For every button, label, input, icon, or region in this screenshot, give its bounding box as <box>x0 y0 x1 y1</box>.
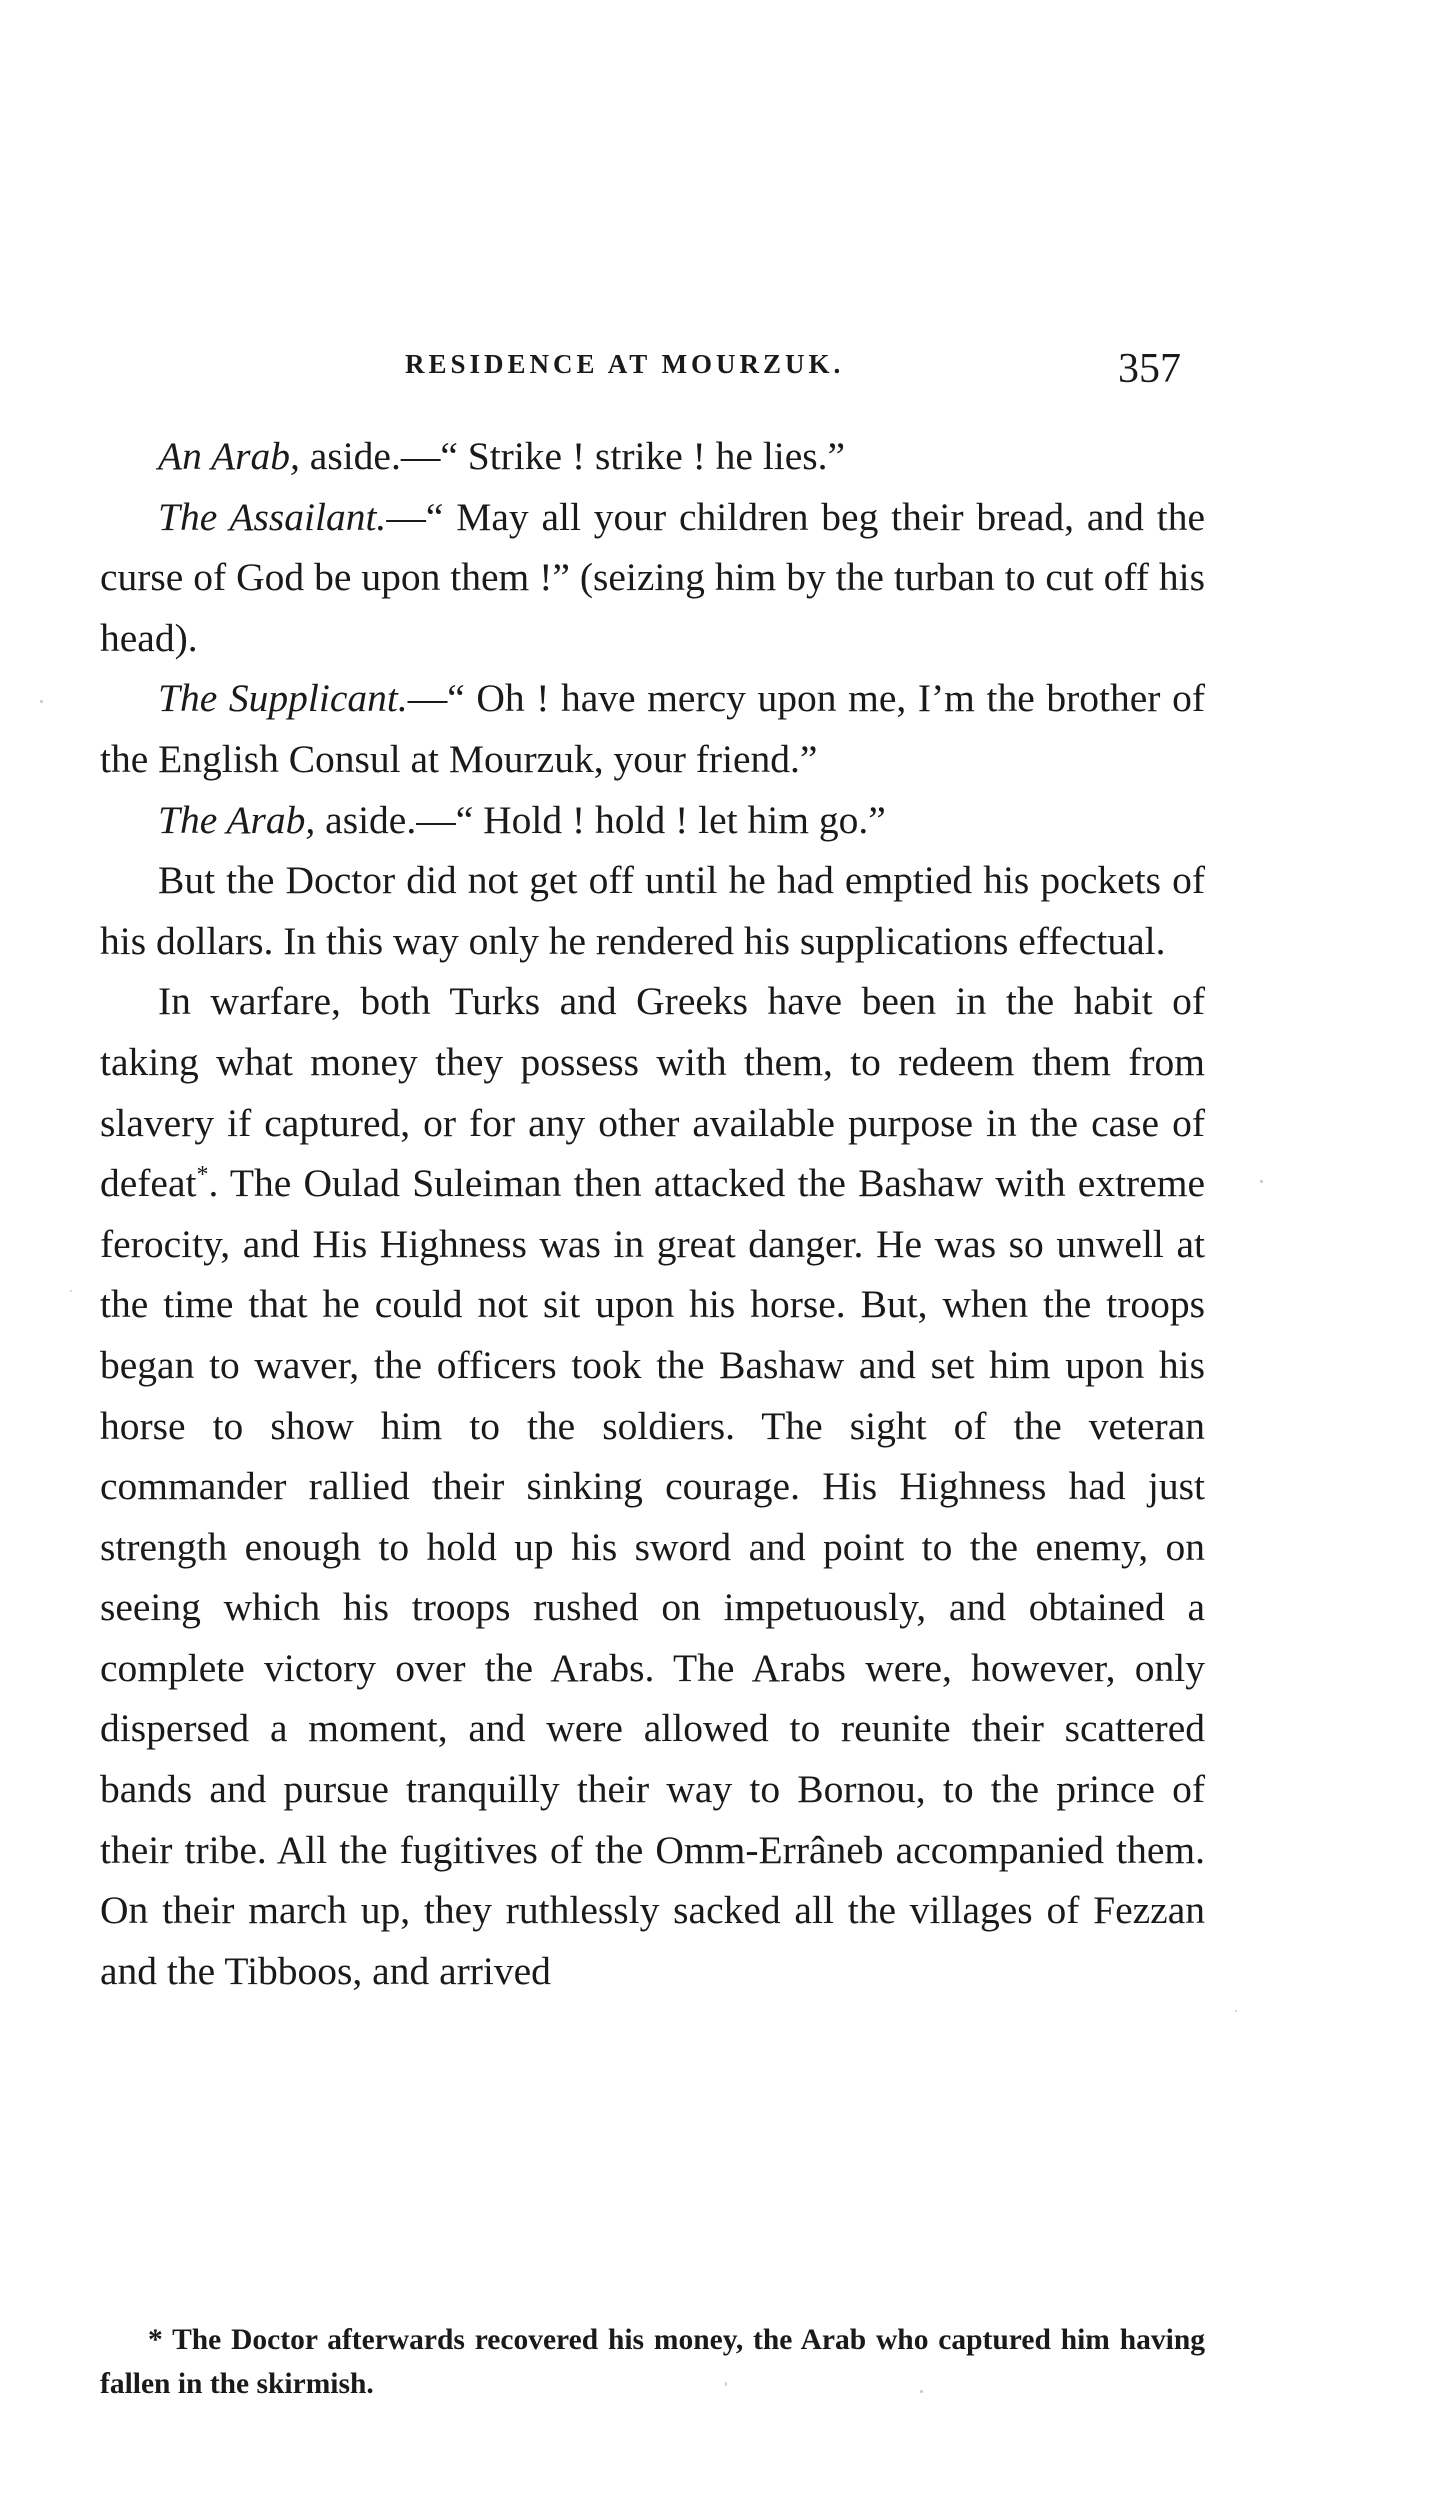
paragraph <box>100 426 1205 487</box>
running-title: RESIDENCE AT MOURZUK. <box>405 349 845 379</box>
paper-speck <box>70 1290 72 1292</box>
paragraph-text: But the Doctor did not get off until he had emptied his pockets of his dollars. In this way only he rendered his supplications effectual. <box>100 858 1205 963</box>
footnote-mark: * <box>148 2324 163 2356</box>
paragraph <box>100 850 1205 971</box>
footnote-body: The Doctor afterwards recovered his money, the Arab who captured him having fallen in the skirmish. <box>100 2324 1205 2400</box>
paragraph-text: —“ May all your children beg their bread, and the curse of God be upon them !” (seizing him by the turban to cut off his head). <box>100 494 1205 660</box>
paragraph-text: aside.—“ Hold ! hold ! let him go.” <box>315 797 886 842</box>
paragraph <box>100 487 1205 669</box>
paragraph-text: —“ Oh ! have mercy upon me, I’m the brother of the English Consul at Mourzuk, your friend.” <box>100 676 1205 781</box>
paragraph <box>100 668 1205 789</box>
running-head <box>0 345 1450 395</box>
paper-speck <box>40 700 43 703</box>
footnote-reference[interactable]: * <box>196 1161 209 1188</box>
paragraph-text: In warfare, both Turks and Greeks have been in the habit of taking what money they possess with them, to redeem them from slavery if captured, or for any other available purpose in the case of defeat <box>100 979 1205 1206</box>
paper-speck <box>920 2390 923 2393</box>
footnote <box>100 2318 1205 2406</box>
page-number: 357 <box>1118 346 1181 392</box>
paragraph <box>100 790 1205 851</box>
paragraph-text: aside.—“ Strike ! strike ! he lies.” <box>299 434 846 478</box>
paper-speck <box>1235 2010 1237 2012</box>
speaker-label: The Arab, <box>158 797 316 842</box>
paragraph-text: . The Oulad Suleiman then attacked the Bashaw with extreme ferocity, and His Highness was in great danger. He was so unwell at the time that he could not sit upon his horse. But, when the troops began to waver, the officers took the Bashaw and set him upon his horse to show him to the soldiers. The sight of the veteran commander rallied their sinking courage. His Highness had just strength enough to hold up his sword and point to the enemy, on seeing which his troops rushed on impetuously, and obtained a complete victory over the Arabs. The Arabs were, however, only dispersed a moment, and were allowed to reunite their scattered bands and pursue tranquilly their way to Bornou, to the prince of their tribe. All the fugitives of the Omm-Errâneb accompanied them. On their march up, they ruthlessly sacked all the villages of Fezzan and the Tibboos, and arrived <box>100 1161 1205 1993</box>
paper-speck <box>725 2382 727 2386</box>
body-text <box>100 426 1205 2001</box>
footnote-text <box>100 2318 1205 2406</box>
paragraph-warfare <box>100 971 1205 2001</box>
speaker-label: The Supplicant. <box>158 676 408 721</box>
paper-speck <box>1260 1180 1263 1183</box>
speaker-label: An Arab, <box>158 434 300 478</box>
speaker-label: The Assailant. <box>158 494 387 539</box>
